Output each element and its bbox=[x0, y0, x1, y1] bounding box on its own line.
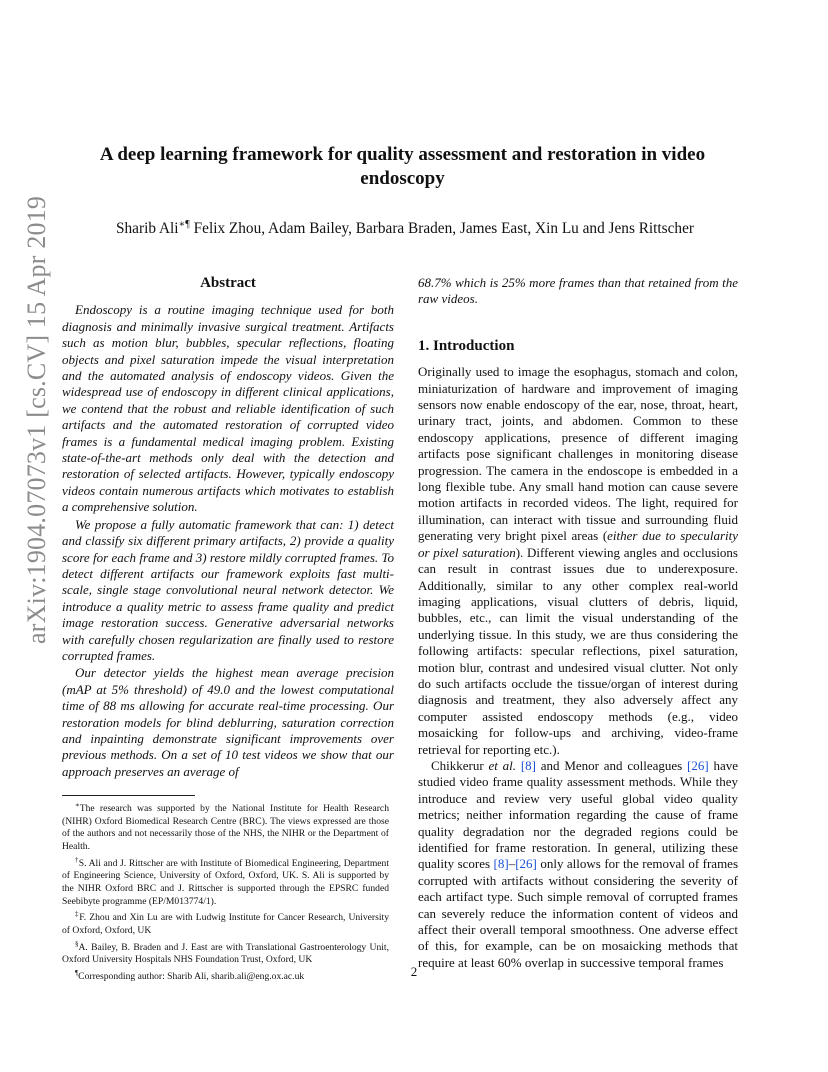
introduction-paragraph-1 bbox=[418, 364, 738, 758]
first-author-marks: ∗¶ bbox=[178, 219, 190, 230]
abstract-continuation: 68.7% which is 25% more frames than that retained from the raw videos. bbox=[418, 275, 738, 307]
page-number: 2 bbox=[410, 964, 418, 979]
title-line-1: A deep learning framework for quality assessment and restoration in video bbox=[99, 144, 706, 165]
intro-p2-c: have studied video frame quality assessment methods. While they introduce and review very useful global video quality metrics; neither information regarding the cause of frame quality degradation nor the degraded regions could be identified for frame restoration. In general, utilizing these quality scores bbox=[418, 757, 738, 872]
abstract-paragraph-1: Endoscopy is a routine imaging technique used for both diagnosis and minimally invasive surgical treatment. Artifacts such as motion blur, bubbles, specular reflections, floating objects and pixel saturation impede the visual interpretation and the automated analysis of endoscopy videos. Given the widespread use of endoscopy in different clinical applications, we contend that the robust and reliable identification of such artifacts and the automated restoration of corrupted video frames is a fundamental medical imaging problem. Existing state-of-the-art methods only deal with the detection and restoration of selected artifacts. However, typically endoscopy videos contain numerous artifacts which motivates to establish a comprehensive solution. bbox=[62, 302, 394, 515]
citation-separator: – bbox=[508, 856, 516, 872]
intro-p2-etal: et al. bbox=[488, 757, 517, 773]
footnote-1-text: The research was supported by the National Institute for Health Research (NIHR) Oxford Biomedical Research Centre (BRC). The views expressed are those of the authors and not necessarily those of the NHS, the NIHR or the Department of Health. bbox=[62, 803, 389, 852]
intro-p2-b: and Menor and colleagues bbox=[536, 757, 687, 773]
right-column bbox=[418, 275, 738, 971]
footnote-2 bbox=[62, 854, 389, 909]
introduction-body bbox=[418, 364, 738, 971]
footnote-4-text: A. Bailey, B. Braden and J. East are with Translational Gastroenterology Unit, Oxford University Hospitals NHS Foundation Trust, Oxford, UK bbox=[62, 941, 389, 966]
footnote-2-text: S. Ali and J. Rittscher are with Institute of Biomedical Engineering, Department of Engineering Science, University of Oxford, Oxford, UK. S. Ali is supported by the NIHR Oxford BRC and J. Rittscher is supported through the EPSRC funded Seebibyte programme (EP/M013774/1). bbox=[62, 857, 390, 907]
paper-title bbox=[80, 143, 725, 191]
intro-p2-d: only allows for the removal of frames corrupted with artifacts without considering the severity of each artifact type. Such simple removal of corrupted frames can severely reduce the information content of videos and affect their overall temporal smoothness. One adverse effect of this, for example, can be on mosaicking methods that require at least 60% overlap in successive temporal frames bbox=[418, 856, 739, 970]
arxiv-identifier: arXiv:1904.07073v1 [cs.CV] 15 Apr 2019 bbox=[22, 195, 51, 644]
introduction-paragraph-2 bbox=[418, 758, 738, 971]
footnote-3-mark: ‡ bbox=[75, 910, 80, 919]
abstract-paragraph-2: We propose a fully automatic framework that can: 1) detect and classify six different primary artifacts, 2) provide a quality score for each frame and 3) restore mildly corrupted frames. To detect different artifacts our framework exploits fast multi-scale, single stage convolutional neural network detector. We introduce a quality metric to assess frame quality and predict image restoration success. Generative adversarial networks with carefully chosen regularization are finally used to restore corrupted frames. bbox=[62, 516, 394, 663]
footnote-4-mark: § bbox=[75, 939, 79, 948]
footnote-1 bbox=[62, 799, 389, 854]
footnote-4 bbox=[62, 938, 389, 967]
footnote-3-text: F. Zhou and Xin Lu are with Ludwig Institute for Cancer Research, University of Oxford, Oxford, UK bbox=[62, 912, 389, 936]
footnote-3 bbox=[62, 908, 389, 937]
first-author: Sharib Ali bbox=[116, 220, 179, 238]
intro-p1-text: Originally used to image the esophagus, stomach and colon, miniaturization of hardware and improvement of imaging sensors now enable endoscopy of the ear, nose, throat, heart, urinary tract, joints, and abdomen. Common to these endoscopy applications, presence of different imaging artifacts pose significant challenges in monitoring disease progression. The camera in the endoscope is embedded in a long flexible tube. Any small hand motion can cause severe motion artifacts in recorded videos. The light, required for illumination, can interact with tissue and surrounding fluid generating very bright pixel areas ( bbox=[418, 364, 738, 544]
footnote-1-mark: ∗ bbox=[75, 801, 80, 809]
footnote-5-text: Corresponding author: Sharib Ali, sharib.ali@eng.ox.ac.uk bbox=[78, 971, 305, 983]
abstract-section bbox=[62, 275, 394, 780]
abstract-paragraph-3: Our detector yields the highest mean average precision (mAP at 5% threshold) of 49.0 and the lowest computational time of 88 ms allowing for accurate real-time processing. Our restoration models for blind deblurring, saturation correction and inpainting demonstrate significant improvements over previous methods. On a set of 10 test videos we show that our approach preserves an average of bbox=[62, 665, 394, 779]
intro-p1-end: ). Different viewing angles and occlusions can result in contrast issues due to underexposure. Additionally, similar to any other complex real-world imaging applications, visual clutters of debris, liquid, bubbles, etc., can limit the visual understanding of the underlying tissue. In this study, we are thus considering the following artifacts: specular reflections, pixel saturation, motion blur, contrast and undesired visual clutter. Not only do such artifacts occlude the tissue/organ of interest during diagnosis and treatment, they also adversely affect any computer assisted endoscopy methods (e.g., video mosaicking for follow-ups and archiving, video-frame retrieval for reporting etc.). bbox=[418, 544, 738, 757]
footnote-rule bbox=[62, 795, 195, 796]
introduction-heading: 1. Introduction bbox=[418, 337, 515, 354]
intro-p2-a: Chikkerur bbox=[431, 757, 489, 773]
footnotes bbox=[62, 799, 389, 984]
author-list bbox=[80, 219, 730, 238]
footnote-5-mark: ¶ bbox=[75, 968, 79, 977]
other-authors: Felix Zhou, Adam Bailey, Barbara Braden, James East, Xin Lu and Jens Rittscher bbox=[193, 220, 694, 238]
citation-link-8b[interactable]: [8] bbox=[493, 856, 509, 872]
citation-link-8[interactable]: [8] bbox=[520, 757, 536, 773]
intro-p1-italic: either due to specularity or pixel saturation bbox=[418, 528, 738, 560]
citation-link-26[interactable]: [26] bbox=[687, 757, 709, 773]
footnote-2-mark: † bbox=[75, 855, 79, 864]
citation-link-26b[interactable]: [26] bbox=[515, 856, 537, 872]
title-line-2: endoscopy bbox=[360, 168, 445, 189]
abstract-heading: Abstract bbox=[200, 275, 256, 291]
